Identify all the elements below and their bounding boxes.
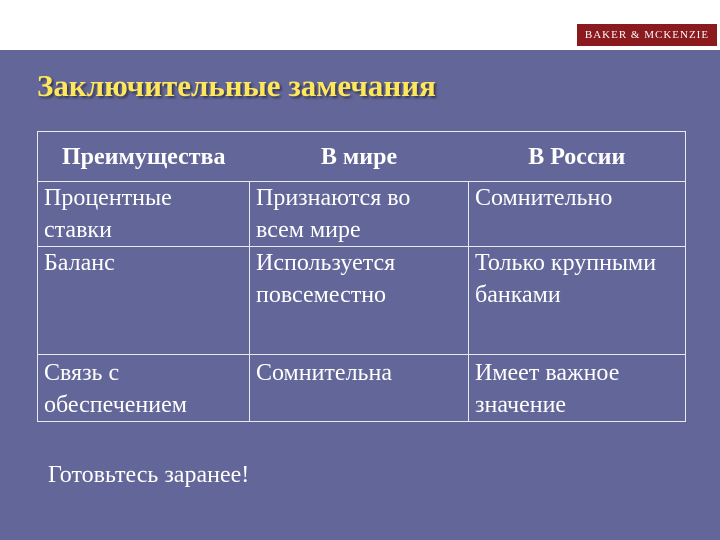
table-row [38,355,686,422]
header-russia: В России [469,132,686,182]
cell-collateral-russia: Имеет важное значение [469,355,686,422]
comparison-table [37,131,686,422]
cell-collateral-world: Сомнительна [250,355,469,422]
table-row [38,247,686,355]
cell-balance-world: Используется повсеместно [250,247,469,355]
header-advantages: Преимущества [38,132,250,182]
company-logo: BAKER & MCKENZIE [577,24,717,46]
cell-balance-russia: Только крупными банками [469,247,686,355]
cell-collateral: Связь с обеспечением [38,355,250,422]
cell-interest-rates: Процентные ставки [38,182,250,247]
cell-rates-russia: Сомнительно [469,182,686,247]
table-row [38,182,686,247]
header-world: В мире [250,132,469,182]
slide-title: Заключительные замечания [37,68,436,103]
table-header-row [38,132,686,182]
footer-note: Готовьтесь заранее! [48,462,250,488]
cell-balance: Баланс [38,247,250,355]
cell-rates-world: Признаются во всем мире [250,182,469,247]
